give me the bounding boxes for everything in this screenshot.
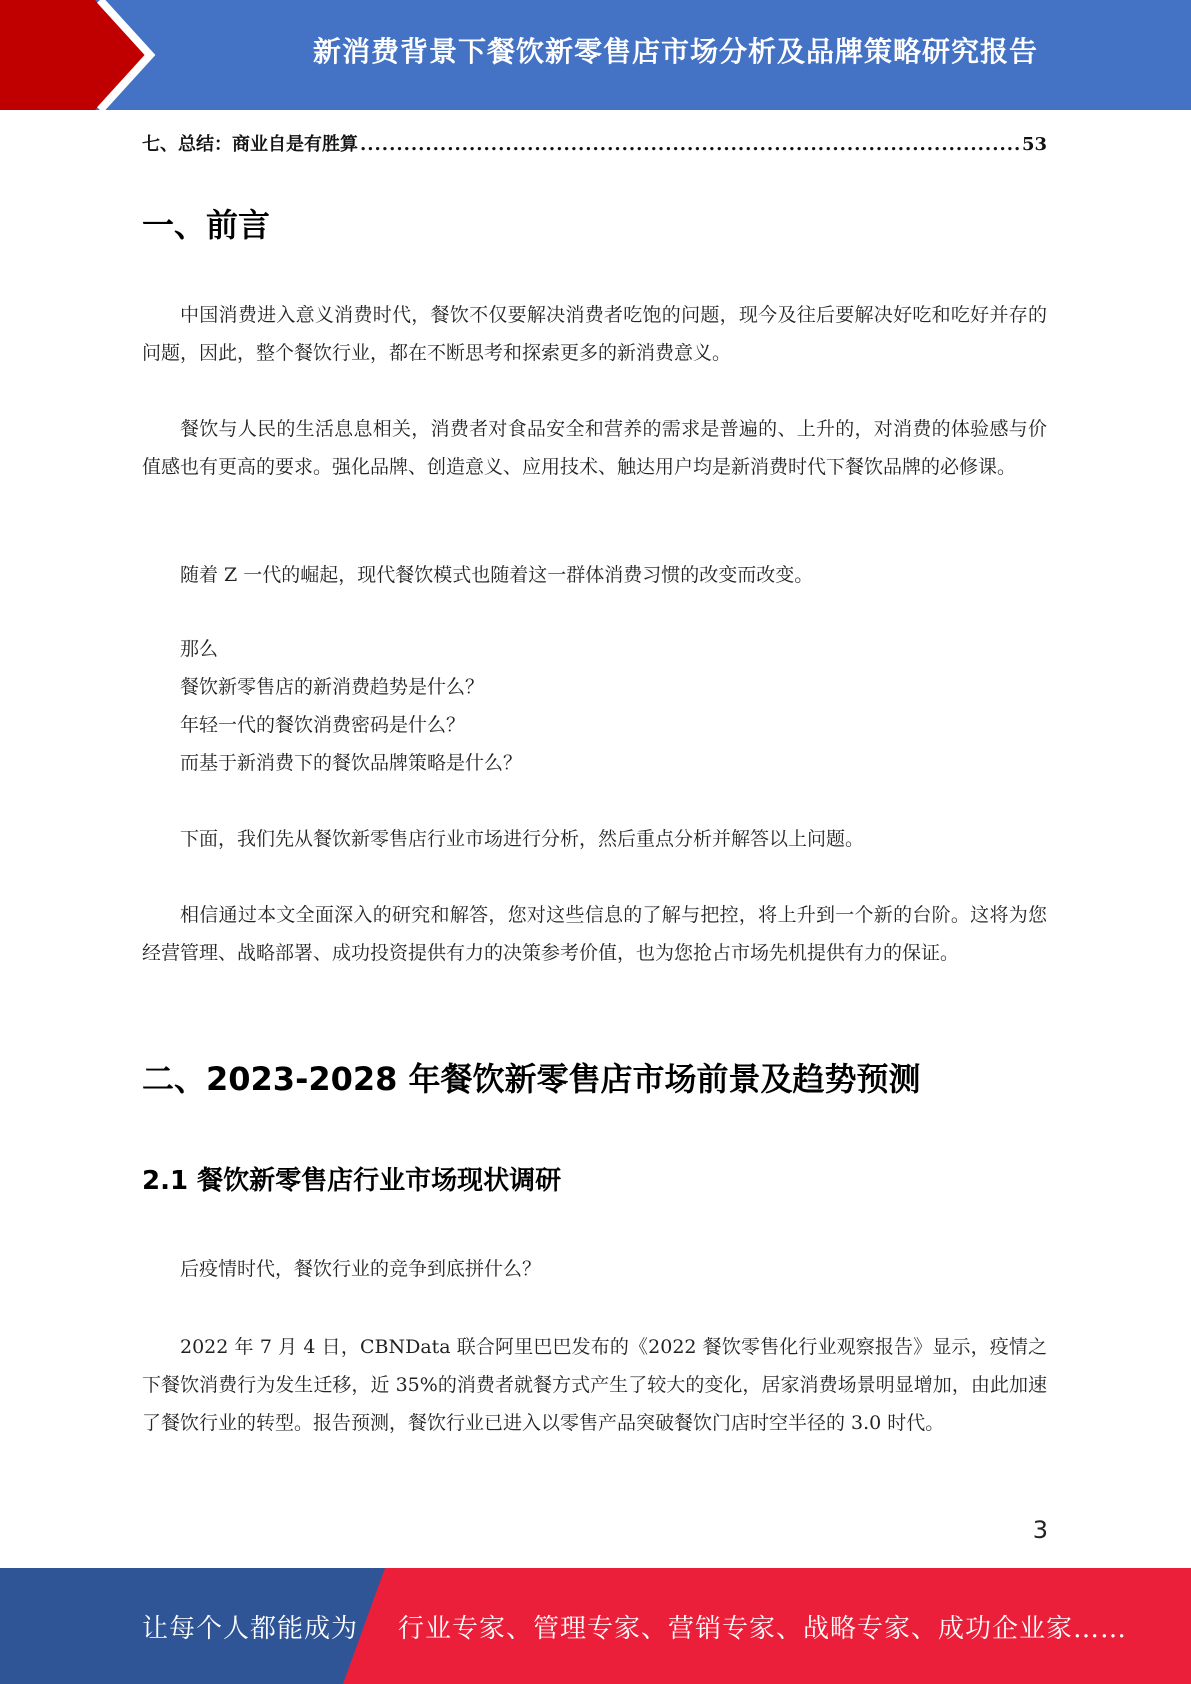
report-title: 新消费背景下餐饮新零售店市场分析及品牌策略研究报告: [312, 35, 1038, 68]
paragraph: 相信通过本文全面深入的研究和解答，您对这些信息的了解与把控，将上升到一个新的台阶。这将为您经营管理、战略部署、成功投资提供有力的决策参考价值，也为您抢占市场先机提供有力的保证。: [142, 904, 1047, 964]
footer-slogan-left: 让每个人都能成为: [142, 1613, 359, 1644]
list-item: 餐饮新零售店的新消费趋势是什么？: [180, 676, 485, 698]
toc-entry[interactable]: [142, 130, 1047, 158]
paragraph: 餐饮与人民的生活息息相关，消费者对食品安全和营养的需求是普遍的、上升的，对消费的体验感与价值感也有更高的要求。强化品牌、创造意义、应用技术、触达用户均是新消费时代下餐饮品牌的必修课。: [142, 418, 1047, 478]
paragraph: 下面，我们先从餐饮新零售店行业市场进行分析，然后重点分析并解答以上问题。: [180, 828, 865, 850]
toc-leader-dots: [360, 134, 1020, 155]
list-item: 而基于新消费下的餐饮品牌策略是什么？: [180, 752, 523, 774]
subsection-heading: 2.1 餐饮新零售店行业市场现状调研: [142, 1166, 562, 1196]
list-item: 那么: [180, 638, 219, 660]
toc-entry-page: 53: [1021, 134, 1047, 155]
page-number: 3: [1032, 1516, 1048, 1544]
section-heading-preface: 一、前言: [142, 206, 271, 244]
paragraph: 中国消费进入意义消费时代，餐饮不仅要解决消费者吃饱的问题，现今及往后要解决好吃和吃好并存的问题，因此，整个餐饮行业，都在不断思考和探索更多的新消费意义。: [142, 304, 1047, 364]
toc-entry-label: 七、总结：商业自是有胜算: [142, 134, 358, 155]
page-footer: [0, 1568, 1191, 1684]
paragraph: 随着 Z 一代的崛起，现代餐饮模式也随着这一群体消费习惯的改变而改变。: [180, 564, 814, 586]
question-list: [142, 630, 1047, 782]
paragraph: 2022 年 7 月 4 日，CBNData 联合阿里巴巴发布的《2022 餐饮零售化行业观察报告》显示，疫情之下餐饮消费行为发生迁移，近 35%的消费者就餐方式产生了较大的变化，居家消费场景明显增加，由此加速了餐饮行业的转型。报告预测，餐饮行业已进入以零售产品突破餐饮门店时空半径的 3.0 时代。: [142, 1336, 1047, 1434]
page-header: [0, 0, 1191, 110]
list-item: 年轻一代的餐饮消费密码是什么？: [180, 714, 466, 736]
paragraph: 后疫情时代，餐饮行业的竞争到底拼什么？: [180, 1258, 542, 1280]
footer-slogan-right: 行业专家、管理专家、营销专家、战略专家、成功企业家……: [398, 1613, 1128, 1644]
section-heading-forecast: 二、2023-2028 年餐饮新零售店市场前景及趋势预测: [142, 1060, 921, 1098]
header-arrow-decoration: [0, 0, 170, 110]
